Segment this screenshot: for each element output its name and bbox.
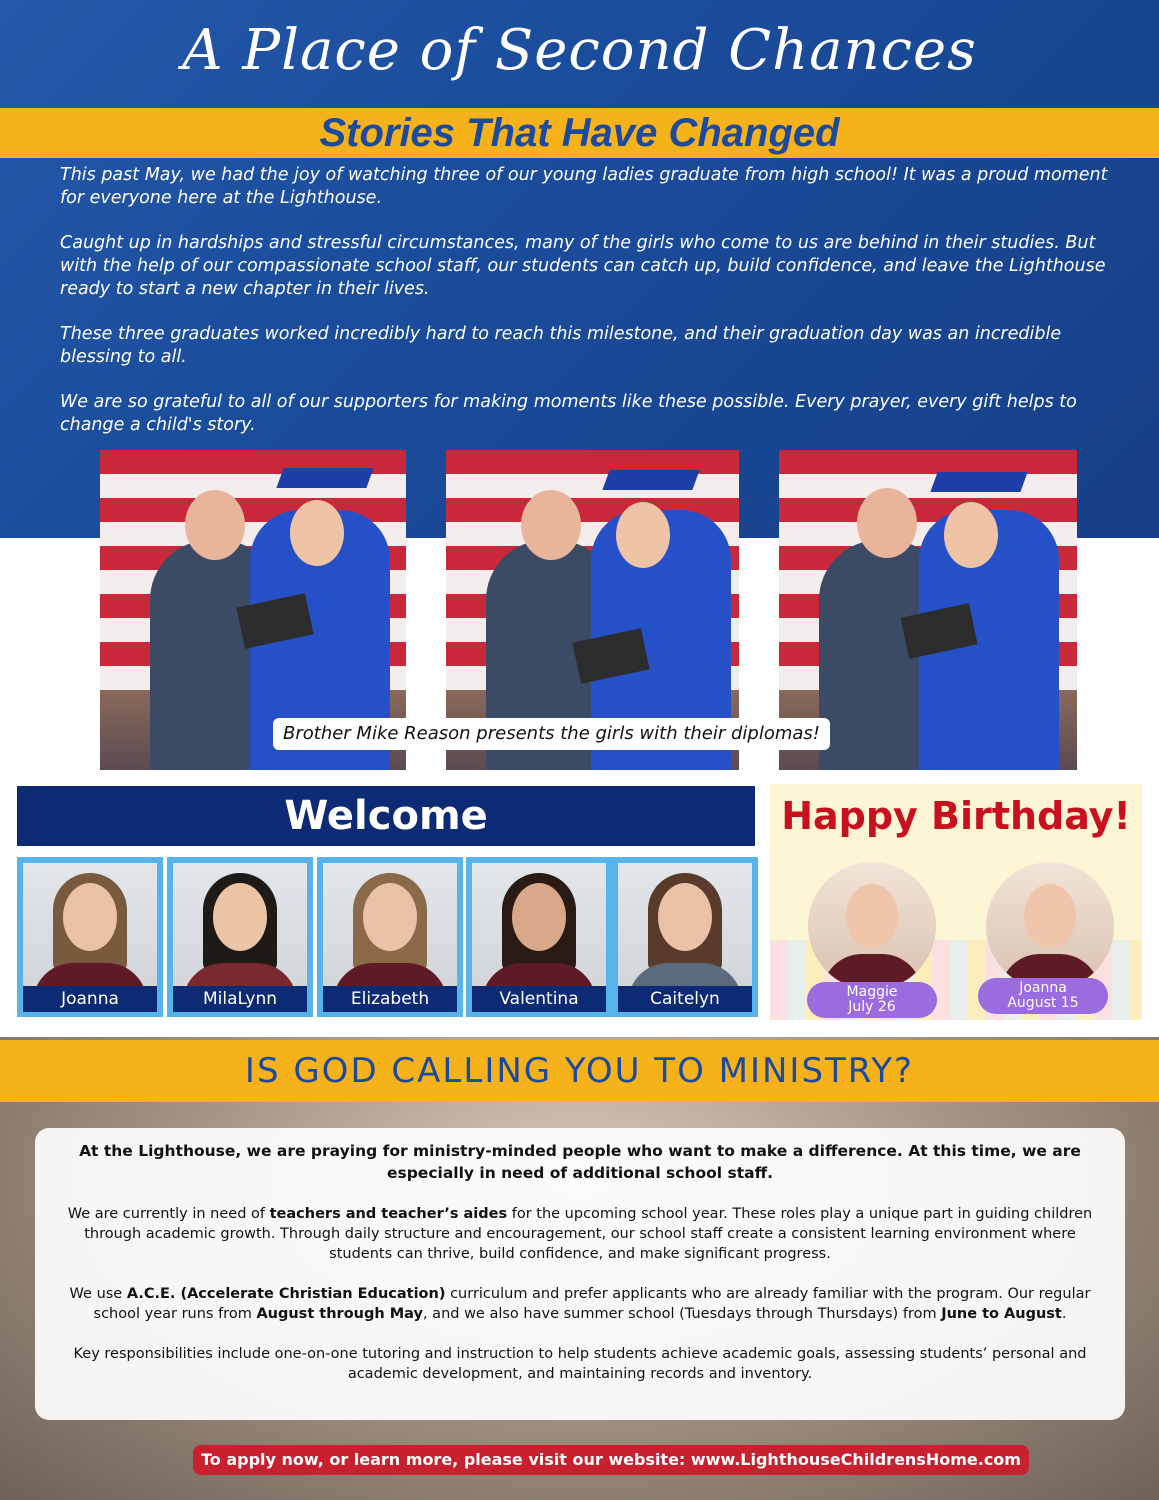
photo-face [63, 883, 117, 951]
photo-face [512, 883, 566, 951]
text-bold: June to August [941, 1306, 1062, 1322]
intro-paragraph: These three graduates worked incredibly hard to reach this milestone, and their graduation day was an incredible blessing to all. [60, 324, 1062, 367]
welcome-card [612, 857, 758, 1017]
birthday-title: Happy Birthday! [781, 794, 1131, 838]
text-run: . [1061, 1306, 1067, 1322]
text-run: for the upcoming school year. These roles play a unique part in guiding children through academic growth. Through daily structure and encouragement, our school staff create a consistent learning environment where students can thrive, build confidence, and make significant progress. [84, 1206, 1093, 1262]
welcome-card [167, 857, 313, 1017]
text-run: We are currently in need of [67, 1206, 270, 1222]
website-link[interactable]: To apply now, or learn more, please visit our website: www.LighthouseChildrensHome.com [193, 1445, 1029, 1475]
intro-paragraph: This past May, we had the joy of watching three of our young ladies graduate from high school! It was a proud moment for everyone here at the Lighthouse. [60, 165, 1108, 208]
ministry-paragraph: Key responsibilities include one-on-one tutoring and instruction to help students achieve academic goals, assessing students’ personal and academic development, and maintaining records and inventory. [73, 1346, 1087, 1382]
birthday-date: July 26 [848, 999, 896, 1015]
photo-man-head [185, 490, 245, 560]
text-run: , and we also have summer school (Tuesdays through Thursdays) from [422, 1306, 942, 1322]
photo-graduate-head [290, 500, 344, 566]
birthday-label [978, 978, 1108, 1014]
photo-face [846, 884, 898, 948]
photo-man-head [857, 488, 917, 558]
page-title: A Place of Second Chances [182, 18, 977, 83]
student-name: Caitelyn [618, 986, 752, 1012]
welcome-title: Welcome [284, 793, 488, 839]
birthday-panel [770, 784, 1142, 1020]
student-name: MilaLynn [173, 986, 307, 1012]
birthday-label [807, 982, 937, 1018]
text-bold: August through May [256, 1306, 423, 1322]
text-run: We use [69, 1286, 127, 1302]
welcome-header [17, 786, 755, 846]
intro-paragraph: We are so grateful to all of our supporters for making moments like these possible. Every prayer, every gift helps to change a child's story. [60, 392, 1077, 435]
section-subtitle: Stories That Have Changed [319, 111, 840, 155]
ministry-title: IS GOD CALLING YOU TO MINISTRY? [244, 1051, 915, 1091]
photo-man-head [521, 490, 581, 560]
photo-caption: Brother Mike Reason presents the girls with their diplomas! [273, 718, 830, 750]
ministry-paragraph [65, 1204, 1095, 1264]
text-bold: teachers and teacher’s aides [269, 1206, 508, 1222]
welcome-card [317, 857, 463, 1017]
intro-text [60, 164, 1120, 459]
birthday-name: Joanna [1019, 980, 1067, 996]
ministry-panel [35, 1128, 1125, 1420]
birthday-date: August 15 [1007, 995, 1079, 1011]
birthday-photo [808, 862, 936, 990]
ministry-paragraph [65, 1284, 1095, 1324]
graduation-cap-icon [930, 472, 1027, 492]
photo-face [363, 883, 417, 951]
intro-paragraph: Caught up in hardships and stressful circumstances, many of the girls who come to us are behind in their studies. But with the help of our compassionate school staff, our students can catch up, build confidence, and leave the Lighthouse ready to start a new chapter in their lives. [60, 233, 1106, 299]
graduation-cap-icon [276, 468, 373, 488]
student-name: Joanna [23, 986, 157, 1012]
photo-face [213, 883, 267, 951]
welcome-card [466, 857, 612, 1017]
birthday-photo [986, 862, 1114, 990]
photo-graduate-head [944, 502, 998, 568]
ministry-header [0, 1040, 1159, 1102]
photo-face [1024, 884, 1076, 948]
birthday-name: Maggie [846, 984, 898, 1000]
subtitle-bar [0, 108, 1159, 158]
ministry-text [65, 1140, 1095, 1404]
welcome-card [17, 857, 163, 1017]
student-name: Valentina [472, 986, 606, 1012]
ministry-lead: At the Lighthouse, we are praying for ministry-minded people who want to make a difference. At this time, we are especially in need of additional school staff. [79, 1142, 1081, 1182]
text-run: curriculum and prefer applicants who are already familiar with the program. Our regular school year runs from [93, 1286, 1091, 1322]
photo-face [658, 883, 712, 951]
student-name: Elizabeth [323, 986, 457, 1012]
graduation-cap-icon [602, 470, 699, 490]
text-bold: A.C.E. (Accelerate Christian Education) [126, 1286, 446, 1302]
photo-graduate-head [616, 502, 670, 568]
